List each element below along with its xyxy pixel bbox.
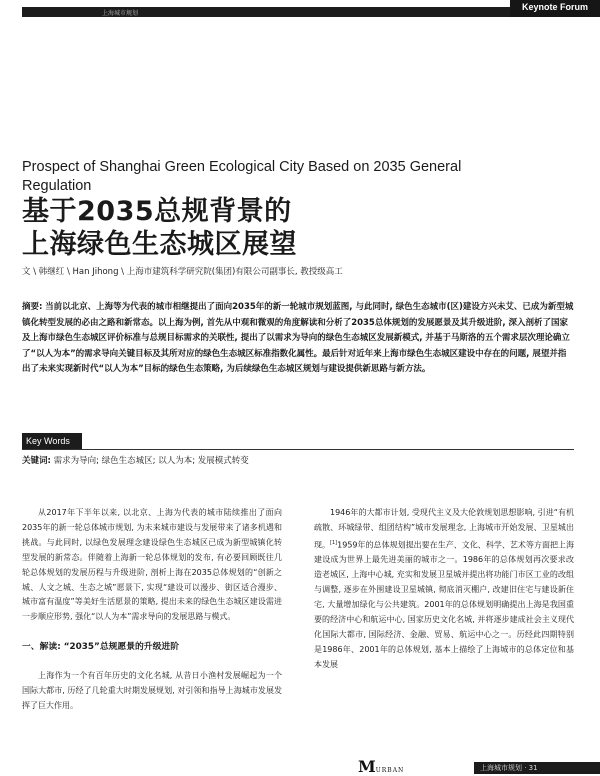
reference-mark: [1] (330, 539, 338, 546)
chinese-title-line1: 基于2035总规背景的 (22, 196, 292, 227)
body-text: 1946年的大都市计划, 受现代主义及大伦敦规划思想影响, 引进“有机疏散、环城绿带、组团结构”城市发展理念, 上海城市开始发展、卫星城出现。 (314, 508, 574, 550)
logo-letter: M (358, 757, 376, 776)
chinese-title (22, 195, 297, 261)
header-small-text: 上海城市规划 (102, 10, 139, 17)
section-tag: Keynote Forum (510, 0, 600, 17)
chinese-title-line2: 上海绿色生态城区展望 (22, 229, 297, 260)
keywords-divider (22, 449, 574, 450)
body-text: 1959年的总体规划提出要在生产、文化、科学、艺术等方面把上海建设成为世界上最先进美丽的城市之一。1986年的总体规划再次要求改造老城区, 上海中心城, 充实和发展卫星城并提出将功能门市区工业的改组与调整, 逐步在外围建设卫星城镇, 彻底消灭棚户, 改建旧住宅与建设新住宅, 大量增加绿化与公共建筑。2001年的总体规划明确提出上海是我国重要的经济中心和航运中心, 国家历史文化名城, 并将逐步建成社会主义现代化国际大都市, 国际经济、金融、贸易、航运中心之一。历经此四期特别是1986年、2001年的总体规划, 基本上描绘了上海城市的总体定位和基本发展 (314, 540, 575, 669)
body-paragraph: 上海作为一个有百年历史的文化名城, 从昔日小渔村发展崛起为一个国际大都市, 历经了几轮重大时期发展规划, 对引领和指导上海城市发展发挥了巨大作用。 (22, 671, 282, 710)
body-paragraph (314, 506, 574, 673)
english-title: Prospect of Shanghai Green Ecological City Based on 2035 General Regulation (22, 159, 462, 194)
abstract-text: 当前以北京、上海等为代表的城市相继提出了面向2035年的新一轮城市规划蓝图, 与此同时, 绿色生态城市(区)建设方兴未艾、已成为新型城镇化转型发展的必由之路和新常态。以上海为例, 首先从中观和微观的角度解读和分析了2035总体规划的发展愿景及其升级进阶, 深入剖析了国家及上海市绿色生态城区评价标准与总规目标需求的关联性, 提出了以需求为导向的绿色生态城区发展新模式, 并基于马斯洛的五个需求层次理论确立了“以人为本”的需求导向关键目标及其所对应的绿色生态城区标准指数化属性。最后针对近年来上海市绿色生态城区建设中存在的问题, 展望并指出了未来实现新时代“以人为本”目标的绿色生态策略, 为后续绿色生态城区规划与建设提供新思路与新方法。 (22, 302, 574, 375)
footer-tag: 上海城市规划 · 31 (474, 762, 600, 774)
body-column-left (22, 506, 282, 714)
logo-subtext: URBAN (375, 767, 405, 774)
section-heading: 一、解读: “2035”总规愿景的升级进阶 (22, 642, 179, 653)
keywords-heading: Key Words (22, 433, 82, 449)
keywords-label: 关键词: (22, 456, 51, 466)
abstract-label: 摘要: (22, 302, 43, 312)
body-paragraph: 从2017年下半年以来, 以北京、上海为代表的城市陆续推出了面向2035年的新一轮总体城市规划, 为未来城市建设与发展带来了诸多机遇和挑战。与此同时, 以绿色发展理念建设绿色生态城区已成为新型城镇化转型发展的新常态。伴随着上海新一轮总体规划的发布, 有必要回顾既往几轮总体规划的发展历程与升级进阶, 剖析上海在2035总体规划的“创新之城、人文之城、生态之城”愿景下, 实现“建设可以漫步、街区适合漫步、城市富有温度”等美好生活愿景的策略, 提出未来的绿色生态城区建设需进一步顺应形势, 强化“以人为本”需求导向的发展思路与模式。 (22, 508, 282, 622)
keywords-text: 需求为导向; 绿色生态城区; 以人为本; 发展模式转变 (53, 456, 249, 466)
abstract (22, 300, 574, 378)
author-byline: 文 \ 韩继红 \ Han Jihong \ 上海市建筑科学研究院(集团)有限公司副事长, 教授级高工 (22, 267, 343, 277)
magazine-logo (358, 757, 404, 776)
keywords-line (22, 454, 249, 466)
body-column-right (314, 506, 574, 673)
